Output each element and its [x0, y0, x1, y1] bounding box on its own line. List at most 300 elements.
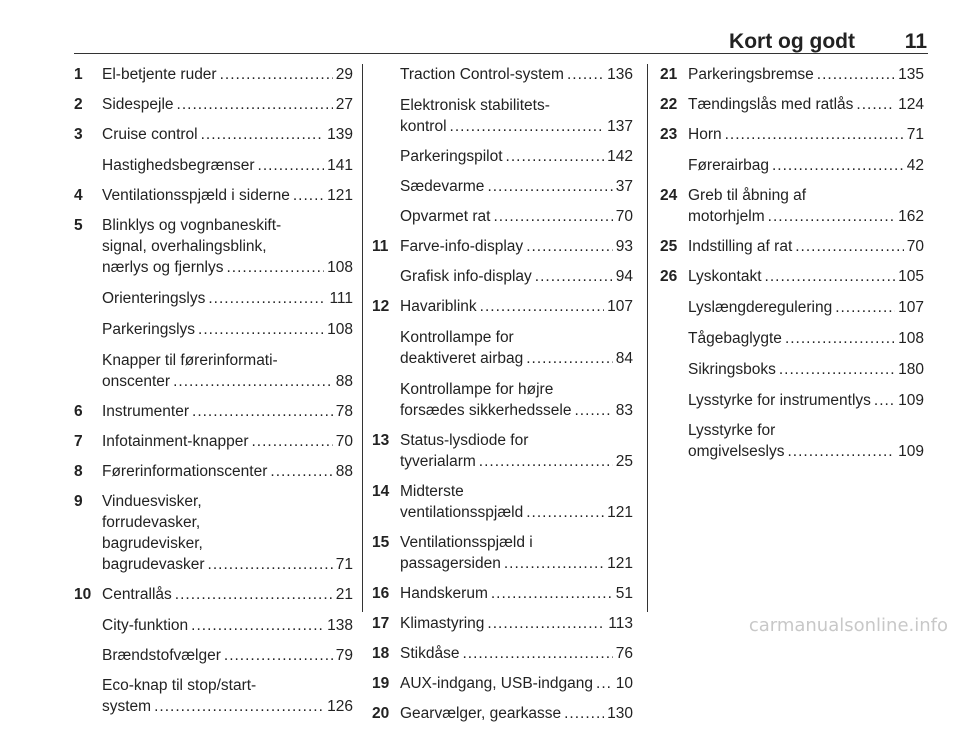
index-entry — [372, 379, 633, 421]
column-divider — [362, 64, 363, 612]
entry-page-number: 124 — [898, 96, 924, 113]
dot-leader — [487, 613, 605, 634]
index-entry — [660, 124, 924, 145]
entry-label: Lyskontakt — [688, 268, 762, 285]
entry-last-line — [688, 206, 924, 227]
entry-number — [372, 327, 400, 369]
entry-number — [372, 206, 400, 227]
entry-last-line — [102, 94, 353, 115]
dot-leader — [175, 584, 333, 605]
index-entry — [372, 613, 633, 634]
entry-text — [688, 155, 924, 176]
entry-text — [688, 94, 924, 115]
column-divider — [647, 64, 648, 612]
entry-text — [400, 95, 633, 137]
entry-label: Tågebaglygte — [688, 330, 782, 347]
entry-text — [102, 401, 353, 422]
entry-page-number: 108 — [898, 330, 924, 347]
dot-leader — [795, 236, 904, 257]
entry-page-number: 42 — [906, 157, 924, 174]
entry-last-line — [688, 328, 924, 349]
entry-text — [102, 615, 353, 636]
dot-leader — [491, 583, 613, 604]
entry-last-line — [102, 615, 353, 636]
entry-text — [102, 491, 353, 575]
header-rule — [74, 53, 928, 54]
dot-leader — [177, 94, 333, 115]
dot-leader — [198, 319, 324, 340]
entry-label: Lyslængderegulering — [688, 299, 833, 316]
dot-leader — [201, 124, 325, 145]
entry-number — [660, 390, 688, 411]
entry-number: 3 — [74, 126, 83, 143]
entry-number: 21 — [660, 66, 678, 83]
index-entry — [74, 431, 353, 452]
entry-label: Horn — [688, 126, 722, 143]
dot-leader — [220, 64, 333, 85]
entry-page-number: 10 — [615, 675, 633, 692]
entry-text — [102, 64, 353, 85]
index-entry — [372, 95, 633, 137]
entry-page-number: 70 — [335, 433, 353, 450]
entry-number: 24 — [660, 187, 678, 204]
entry-last-line — [400, 583, 633, 604]
index-entry — [74, 401, 353, 422]
entry-number — [74, 155, 102, 176]
index-entry — [74, 645, 353, 666]
entry-page-number: 70 — [615, 208, 633, 225]
index-entry — [372, 532, 633, 574]
entry-page-number: 162 — [898, 208, 924, 225]
dot-leader — [208, 288, 326, 309]
entry-label: Lysstyrke for instrumentlys — [688, 392, 871, 409]
entry-page-number: 136 — [607, 66, 633, 83]
entry-label: omgivelseslys — [688, 443, 785, 460]
entry-label: forsædes sikkerhedssele — [400, 402, 572, 419]
index-entry — [372, 206, 633, 227]
index-entry — [372, 481, 633, 523]
entry-number: 10 — [74, 586, 92, 603]
index-entry — [372, 296, 633, 317]
entry-last-line — [688, 64, 924, 85]
entry-label: onscenter — [102, 373, 171, 390]
index-entry — [660, 390, 924, 411]
entry-text — [400, 236, 633, 257]
entry-page-number: 139 — [327, 126, 353, 143]
entry-number — [372, 176, 400, 197]
entry-text — [400, 206, 633, 227]
dot-leader — [765, 266, 896, 287]
entry-line: Blinklys og vognbaneskift- — [102, 217, 282, 234]
dot-leader — [874, 390, 895, 411]
dot-leader — [487, 176, 612, 197]
entry-number — [74, 288, 102, 309]
entry-label: El-betjente ruder — [102, 66, 217, 83]
entry-number: 14 — [372, 483, 390, 500]
dot-leader — [835, 297, 895, 318]
index-entry — [372, 64, 633, 85]
entry-page-number: 107 — [607, 298, 633, 315]
dot-leader — [154, 696, 324, 717]
entry-line: Elektronisk stabilitets- — [400, 97, 550, 114]
entry-page-number: 108 — [327, 321, 353, 338]
entry-label: Sikringsboks — [688, 361, 776, 378]
entry-number — [660, 155, 688, 176]
entry-last-line — [102, 124, 353, 145]
entry-last-line — [400, 146, 633, 167]
entry-text — [400, 481, 633, 523]
entry-label: bagrudevasker — [102, 556, 205, 573]
index-entry — [660, 328, 924, 349]
page-number: 11 — [904, 30, 927, 53]
entry-text — [688, 185, 924, 227]
entry-text — [102, 319, 353, 340]
entry-page-number: 121 — [607, 504, 633, 521]
index-entry — [74, 350, 353, 392]
entry-label: Sidespejle — [102, 96, 174, 113]
entry-last-line — [102, 257, 353, 278]
entry-label: passagersiden — [400, 555, 501, 572]
entry-line: Knapper til førerinformati- — [102, 352, 278, 369]
entry-text — [400, 673, 633, 694]
index-entry — [74, 491, 353, 575]
entry-page-number: 71 — [906, 126, 924, 143]
entry-number: 5 — [74, 217, 83, 234]
entry-text — [102, 645, 353, 666]
index-entry — [372, 583, 633, 604]
dot-leader — [493, 206, 612, 227]
entry-last-line — [102, 645, 353, 666]
entry-last-line — [688, 359, 924, 380]
dot-leader — [173, 371, 333, 392]
entry-last-line — [400, 502, 633, 523]
entry-page-number: 135 — [898, 66, 924, 83]
entry-number — [660, 420, 688, 462]
entry-text — [400, 146, 633, 167]
entry-text — [688, 359, 924, 380]
entry-page-number: 137 — [607, 118, 633, 135]
entry-label: tyverialarm — [400, 453, 476, 470]
entry-page-number: 108 — [327, 259, 353, 276]
entry-label: Brændstofvælger — [102, 647, 221, 664]
dot-leader — [480, 296, 604, 317]
dot-leader — [785, 328, 895, 349]
entry-line: signal, overhalingsblink, — [102, 238, 267, 255]
entry-number — [660, 359, 688, 380]
entry-label: nærlys og fjernlys — [102, 259, 224, 276]
entry-page-number: 78 — [335, 403, 353, 420]
dot-leader — [772, 155, 904, 176]
entry-last-line — [688, 266, 924, 287]
entry-last-line — [400, 236, 633, 257]
entry-number: 25 — [660, 238, 678, 255]
dot-leader — [526, 502, 604, 523]
entry-number: 17 — [372, 615, 390, 632]
index-column-1 — [74, 64, 353, 726]
watermark: carmanualsonline.info — [748, 615, 948, 636]
dot-leader — [817, 64, 895, 85]
index-entry — [372, 327, 633, 369]
entry-last-line — [400, 176, 633, 197]
dot-leader — [226, 257, 324, 278]
index-entry — [372, 703, 633, 724]
entry-last-line — [400, 703, 633, 724]
entry-text — [400, 379, 633, 421]
entry-label: Grafisk info-display — [400, 268, 532, 285]
entry-page-number: 25 — [615, 453, 633, 470]
entry-last-line — [400, 296, 633, 317]
dot-leader — [192, 401, 333, 422]
entry-last-line — [102, 431, 353, 452]
index-entry — [372, 176, 633, 197]
entry-number: 26 — [660, 268, 678, 285]
entry-line: Status-lysdiode for — [400, 432, 529, 449]
entry-text — [400, 430, 633, 472]
entry-page-number: 76 — [615, 645, 633, 662]
index-entry — [74, 124, 353, 145]
index-entry — [372, 266, 633, 287]
entry-label: Orienteringslys — [102, 290, 206, 307]
entry-page-number: 113 — [608, 615, 633, 632]
entry-page-number: 51 — [615, 585, 633, 602]
entry-line: Kontrollampe for — [400, 329, 514, 346]
index-entry — [372, 146, 633, 167]
entry-last-line — [400, 348, 633, 369]
entry-text — [102, 94, 353, 115]
entry-line: Ventilationsspjæld i — [400, 534, 533, 551]
entry-line: Kontrollampe for højre — [400, 381, 554, 398]
entry-label: Hastighedsbegrænser — [102, 157, 255, 174]
entry-line: Lysstyrke for — [688, 422, 776, 439]
dot-leader — [779, 359, 895, 380]
entry-number — [372, 266, 400, 287]
entry-text — [400, 532, 633, 574]
entry-text — [102, 350, 353, 392]
entry-label: Sædevarme — [400, 178, 485, 195]
dot-leader — [293, 185, 324, 206]
entry-last-line — [400, 451, 633, 472]
dot-leader — [768, 206, 895, 227]
entry-last-line — [102, 371, 353, 392]
entry-text — [102, 185, 353, 206]
entry-number: 8 — [74, 463, 83, 480]
entry-number — [74, 615, 102, 636]
dot-leader — [191, 615, 324, 636]
entry-text — [688, 390, 924, 411]
entry-number: 7 — [74, 433, 83, 450]
page-header — [74, 30, 927, 52]
index-entry — [660, 185, 924, 227]
entry-last-line — [400, 64, 633, 85]
entry-text — [400, 176, 633, 197]
index-entry — [74, 64, 353, 85]
entry-text — [102, 461, 353, 482]
entry-last-line — [102, 461, 353, 482]
entry-page-number: 37 — [615, 178, 633, 195]
entry-text — [102, 155, 353, 176]
entry-label: Parkeringslys — [102, 321, 196, 338]
entry-label: Traction Control-system — [400, 66, 564, 83]
entry-last-line — [400, 206, 633, 227]
index-entry — [74, 319, 353, 340]
entry-number: 22 — [660, 96, 678, 113]
index-entry — [660, 94, 924, 115]
dot-leader — [258, 155, 325, 176]
index-entry — [660, 155, 924, 176]
entry-number — [74, 350, 102, 392]
entry-text — [400, 703, 633, 724]
entry-number — [74, 319, 102, 340]
entry-text — [102, 675, 353, 717]
entry-last-line — [102, 696, 353, 717]
index-column-3 — [660, 64, 924, 471]
dot-leader — [574, 400, 612, 421]
entry-label: Parkeringspilot — [400, 148, 503, 165]
entry-number — [372, 64, 400, 85]
index-entry — [372, 643, 633, 664]
entry-number: 11 — [372, 238, 389, 255]
entry-text — [688, 124, 924, 145]
entry-page-number: 107 — [898, 299, 924, 316]
entry-number — [372, 379, 400, 421]
entry-number: 16 — [372, 585, 390, 602]
entry-page-number: 70 — [906, 238, 924, 255]
entry-number — [74, 645, 102, 666]
entry-last-line — [688, 390, 924, 411]
entry-last-line — [400, 400, 633, 421]
entry-page-number: 84 — [615, 350, 633, 367]
entry-last-line — [102, 319, 353, 340]
index-entry — [660, 64, 924, 85]
entry-label: motorhjelm — [688, 208, 765, 225]
entry-label: Førerinformationscenter — [102, 463, 268, 480]
entry-label: Førerairbag — [688, 157, 769, 174]
entry-label: kontrol — [400, 118, 447, 135]
entry-page-number: 88 — [335, 373, 353, 390]
index-entry — [74, 584, 353, 605]
entry-last-line — [688, 124, 924, 145]
index-column-2 — [372, 64, 633, 733]
dot-leader — [856, 94, 895, 115]
entry-page-number: 79 — [335, 647, 353, 664]
entry-number: 15 — [372, 534, 390, 551]
dot-leader — [270, 461, 332, 482]
entry-last-line — [688, 236, 924, 257]
entry-text — [400, 266, 633, 287]
entry-label: AUX-indgang, USB-indgang — [400, 675, 594, 692]
entry-page-number: 109 — [898, 392, 924, 409]
entry-number: 4 — [74, 187, 83, 204]
entry-label: Tændingslås med ratlås — [688, 96, 854, 113]
entry-number: 2 — [74, 96, 83, 113]
index-entry — [660, 266, 924, 287]
dot-leader — [596, 673, 613, 694]
entry-page-number: 142 — [607, 148, 633, 165]
entry-number: 1 — [74, 66, 83, 83]
entry-page-number: 111 — [329, 290, 353, 307]
entry-number: 12 — [372, 298, 390, 315]
entry-last-line — [102, 288, 353, 309]
entry-number: 19 — [372, 675, 390, 692]
entry-label: Havariblink — [400, 298, 477, 315]
dot-leader — [479, 451, 613, 472]
entry-line: forrudevasker, — [102, 514, 201, 531]
entry-last-line — [102, 584, 353, 605]
entry-label: Handskerum — [400, 585, 488, 602]
entry-page-number: 121 — [327, 187, 353, 204]
index-entry — [74, 215, 353, 278]
entry-page-number: 126 — [327, 698, 353, 715]
index-entry — [74, 155, 353, 176]
index-entry — [372, 236, 633, 257]
entry-number: 20 — [372, 705, 390, 722]
entry-label: Gearvælger, gearkasse — [400, 705, 562, 722]
entry-last-line — [400, 266, 633, 287]
entry-line: Midterste — [400, 483, 464, 500]
entry-number — [372, 95, 400, 137]
entry-text — [400, 583, 633, 604]
index-entry — [660, 420, 924, 462]
entry-label: Instrumenter — [102, 403, 190, 420]
entry-page-number: 94 — [615, 268, 633, 285]
entry-page-number: 121 — [607, 555, 633, 572]
entry-text — [400, 296, 633, 317]
entry-last-line — [102, 64, 353, 85]
index-entry — [372, 430, 633, 472]
entry-last-line — [688, 155, 924, 176]
index-entry — [74, 94, 353, 115]
entry-page-number: 130 — [607, 705, 633, 722]
entry-line: bagrudevisker, — [102, 535, 203, 552]
entry-page-number: 93 — [615, 238, 633, 255]
entry-label: Farve-info-display — [400, 238, 524, 255]
dot-leader — [567, 64, 604, 85]
entry-page-number: 88 — [335, 463, 353, 480]
entry-last-line — [400, 116, 633, 137]
entry-last-line — [102, 554, 353, 575]
entry-page-number: 109 — [898, 443, 924, 460]
entry-line: Vinduesvisker, — [102, 493, 202, 510]
entry-text — [688, 420, 924, 462]
entry-last-line — [688, 297, 924, 318]
entry-label: Parkeringsbremse — [688, 66, 814, 83]
entry-label: Centrallås — [102, 586, 172, 603]
entry-text — [102, 584, 353, 605]
dot-leader — [526, 236, 613, 257]
entry-label: Infotainment-knapper — [102, 433, 249, 450]
entry-label: Opvarmet rat — [400, 208, 491, 225]
entry-page-number: 21 — [335, 586, 353, 603]
entry-page-number: 27 — [335, 96, 353, 113]
index-entry — [660, 297, 924, 318]
entry-number — [372, 146, 400, 167]
entry-number: 9 — [74, 493, 83, 510]
entry-last-line — [400, 613, 633, 634]
entry-text — [400, 643, 633, 664]
entry-page-number: 105 — [898, 268, 924, 285]
dot-leader — [462, 643, 612, 664]
entry-text — [688, 64, 924, 85]
dot-leader — [725, 124, 904, 145]
entry-number: 23 — [660, 126, 678, 143]
entry-number: 18 — [372, 645, 390, 662]
entry-text — [688, 236, 924, 257]
entry-label: deaktiveret airbag — [400, 350, 524, 367]
entry-last-line — [102, 185, 353, 206]
entry-page-number: 83 — [615, 402, 633, 419]
entry-last-line — [400, 643, 633, 664]
entry-last-line — [688, 94, 924, 115]
